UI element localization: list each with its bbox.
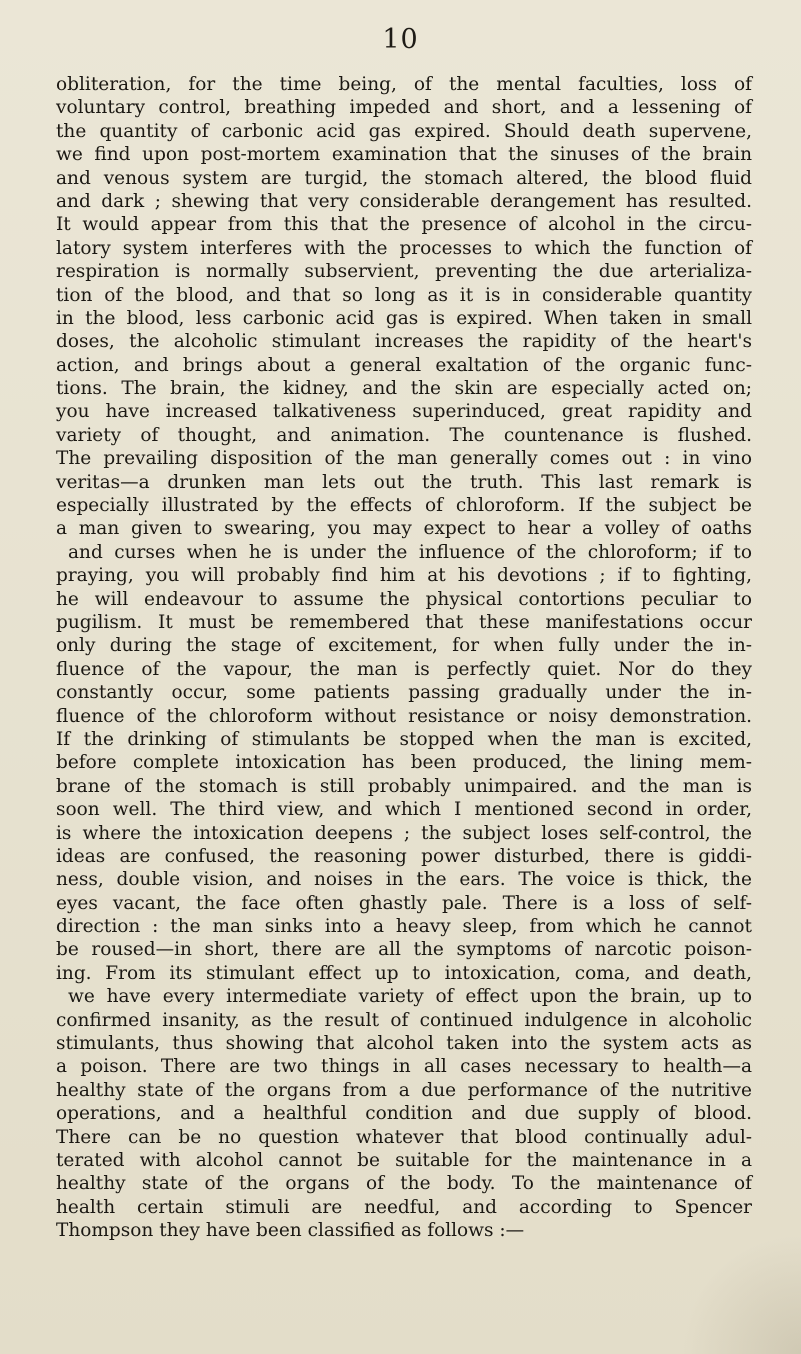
- text-line: Thompson they have been classified as follows :—: [56, 1220, 525, 1242]
- text-line: in the blood, less carbonic acid gas is expired. When taken in small: [56, 307, 752, 329]
- text-line: healthy state of the organs from a due performance of the nutritive: [56, 1079, 752, 1101]
- text-line: confirmed insanity, as the result of continued indulgence in alcoholic: [56, 1009, 752, 1031]
- text-line: fluence of the vapour, the man is perfectly quiet. Nor do they: [56, 658, 752, 680]
- text-line: respiration is normally subservient, preventing the due arterializa-: [56, 261, 752, 283]
- text-line: only during the stage of excitement, for when fully under the in-: [56, 635, 752, 657]
- text-line: direction : the man sinks into a heavy sleep, from which he cannot: [56, 916, 752, 938]
- text-line: praying, you will probably find him at his devotions ; if to fighting,: [56, 565, 752, 587]
- paper-stain: [681, 1234, 801, 1354]
- text-line: ideas are confused, the reasoning power disturbed, there is giddi-: [56, 845, 752, 867]
- text-line: If the drinking of stimulants be stopped when the man is excited,: [56, 728, 752, 750]
- text-line: ing. From its stimulant effect up to intoxication, coma, and death,: [56, 962, 752, 984]
- text-line: tion of the blood, and that so long as it is in considerable quantity: [56, 284, 752, 306]
- text-line: veritas—a drunken man lets out the truth. This last remark is: [56, 471, 752, 493]
- text-line: a man given to swearing, you may expect to hear a volley of oaths: [56, 518, 752, 540]
- text-line: latory system interferes with the processes to which the function of: [56, 237, 752, 259]
- text-line: before complete intoxication has been produced, the lining mem-: [56, 752, 752, 774]
- text-line: you have increased talkativeness superinduced, great rapidity and: [56, 401, 752, 423]
- body-paragraph: [56, 73, 752, 1243]
- text-line: healthy state of the organs of the body. To the maintenance of: [56, 1173, 752, 1195]
- text-line: constantly occur, some patients passing gradually under the in-: [56, 682, 752, 704]
- text-line: ness, double vision, and noises in the ears. The voice is thick, the: [56, 869, 752, 891]
- text-line: is where the intoxication deepens ; the subject loses self-control, the: [56, 822, 752, 844]
- text-line: The prevailing disposition of the man generally comes out : in vino: [56, 448, 752, 470]
- text-line: eyes vacant, the face often ghastly pale. There is a loss of self-: [56, 892, 752, 914]
- text-line: he will endeavour to assume the physical contortions peculiar to: [56, 588, 752, 610]
- text-line: action, and brings about a general exaltation of the organic func-: [56, 354, 752, 376]
- text-line: fluence of the chloroform without resistance or noisy demonstration.: [56, 705, 752, 727]
- text-line: variety of thought, and animation. The countenance is flushed.: [56, 424, 752, 446]
- text-line: soon well. The third view, and which I mentioned second in order,: [56, 799, 752, 821]
- text-line: terated with alcohol cannot be suitable for the maintenance in a: [56, 1149, 752, 1171]
- page-number: 10: [382, 24, 419, 55]
- text-line: and venous system are turgid, the stomach altered, the blood fluid: [56, 167, 752, 189]
- text-line: the quantity of carbonic acid gas expired. Should death supervene,: [56, 120, 752, 142]
- text-line: voluntary control, breathing impeded and short, and a lessening of: [56, 97, 752, 119]
- text-line: operations, and a healthful condition and due supply of blood.: [56, 1103, 752, 1125]
- text-line: health certain stimuli are needful, and according to Spencer: [56, 1196, 752, 1218]
- text-line: pugilism. It must be remembered that these manifestations occur: [56, 611, 752, 633]
- text-line: be roused—in short, there are all the symptoms of narcotic poison-: [56, 939, 752, 961]
- text-line: There can be no question whatever that blood continually adul-: [56, 1126, 752, 1148]
- text-line: we have every intermediate variety of effect upon the brain, up to: [68, 986, 752, 1008]
- text-line: stimulants, thus showing that alcohol taken into the system acts as: [56, 1033, 752, 1055]
- text-line: tions. The brain, the kidney, and the skin are especially acted on;: [56, 378, 752, 400]
- text-line: and curses when he is under the influence of the chloroform; if to: [68, 541, 752, 563]
- text-line: It would appear from this that the presence of alcohol in the circu-: [56, 214, 752, 236]
- text-line: especially illustrated by the effects of chloroform. If the subject be: [56, 495, 752, 517]
- text-line: obliteration, for the time being, of the mental faculties, loss of: [56, 74, 752, 95]
- text-line: brane of the stomach is still probably unimpaired. and the man is: [56, 775, 752, 797]
- text-line: a poison. There are two things in all cases necessary to health—a: [56, 1056, 752, 1078]
- text-line: and dark ; shewing that very considerable derangement has resulted.: [56, 190, 752, 212]
- text-line: we find upon post-mortem examination that the sinuses of the brain: [56, 144, 752, 166]
- text-line: doses, the alcoholic stimulant increases the rapidity of the heart's: [56, 331, 752, 353]
